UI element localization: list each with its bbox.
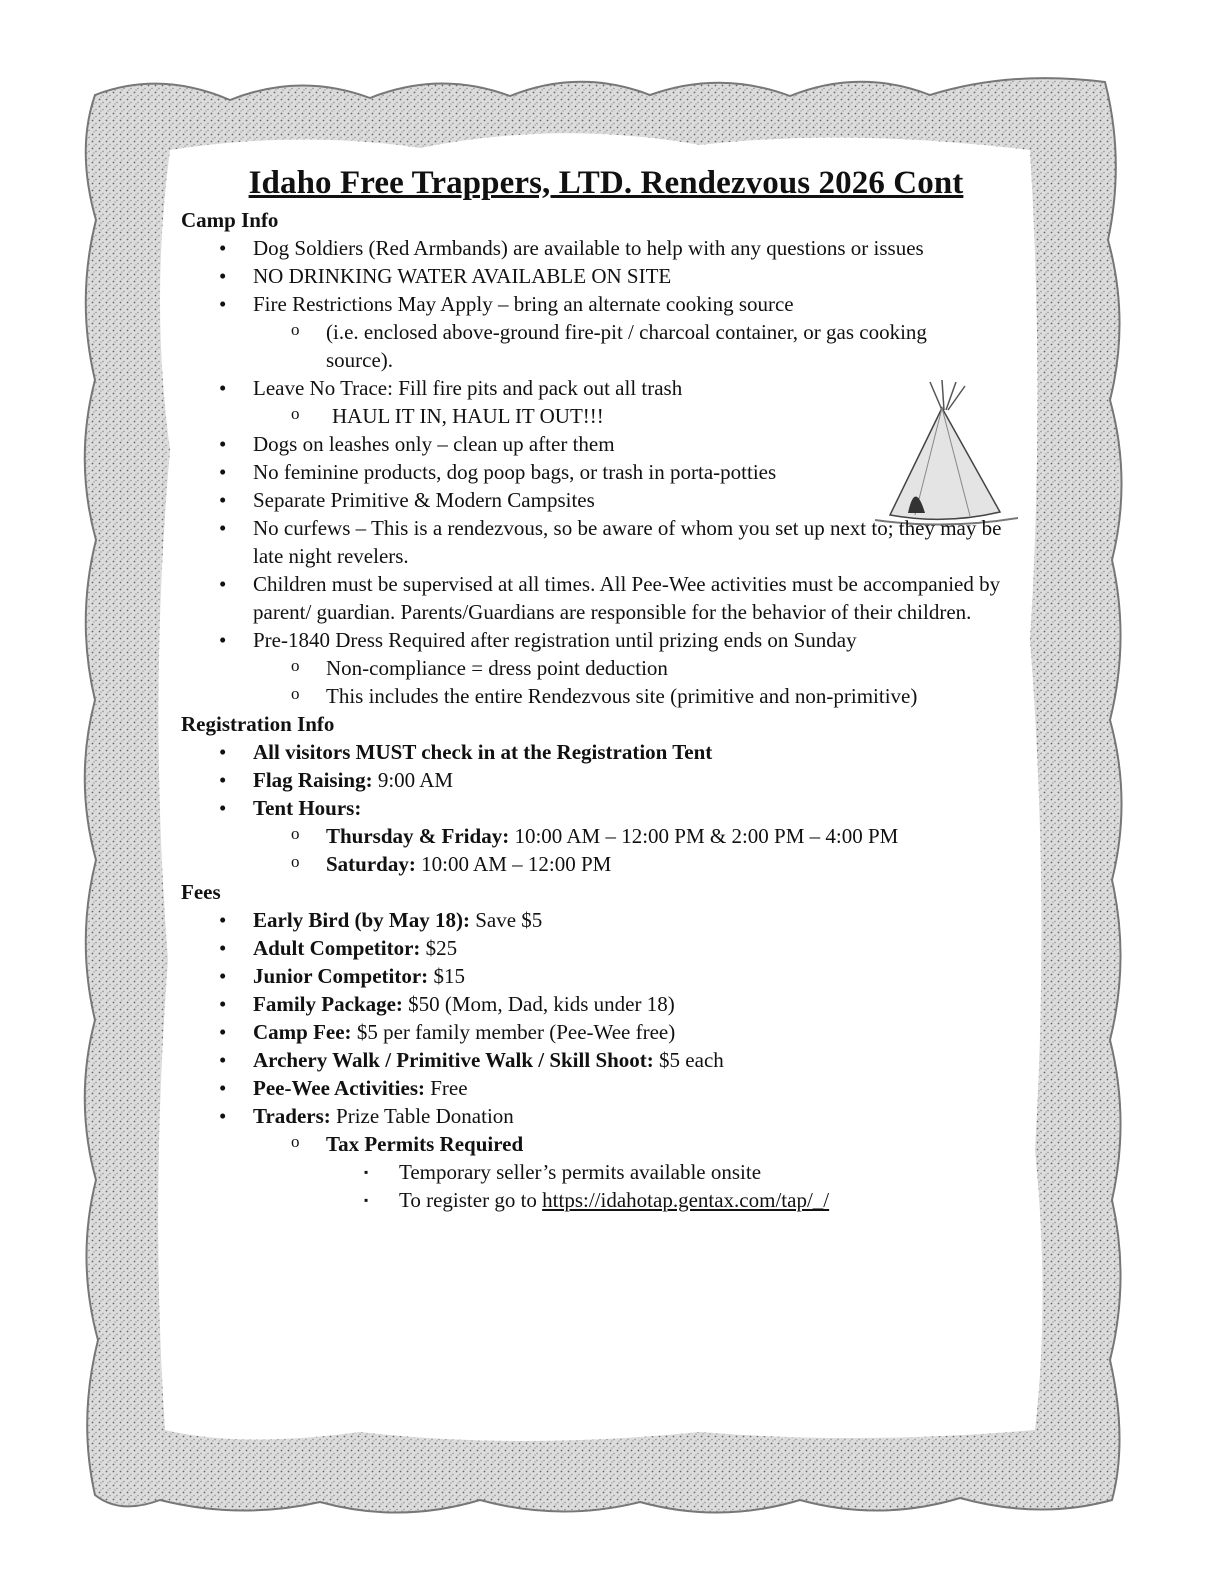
fee-label: Pee-Wee Activities: — [253, 1076, 425, 1100]
sat-value: 10:00 AM – 12:00 PM — [421, 852, 612, 876]
list-item: • Pre-1840 Dress Required after registration until prizing ends on Sunday — [181, 626, 1021, 654]
sat-label: Saturday: — [326, 852, 416, 876]
fee-label: Archery Walk / Primitive Walk / Skill Shoot: — [253, 1048, 654, 1072]
fee-label: Early Bird (by May 18): — [253, 908, 470, 932]
fee-row — [181, 990, 1021, 1018]
fee-row — [181, 906, 1021, 934]
list-item: • Fire Restrictions May Apply – bring an alternate cooking source — [181, 290, 1021, 318]
fee-label: Family Package: — [253, 992, 403, 1016]
fee-row — [181, 1046, 1021, 1074]
fee-row — [181, 1102, 1021, 1130]
list-item: • Separate Primitive & Modern Campsites — [181, 486, 1021, 514]
fee-label: Adult Competitor: — [253, 936, 421, 960]
fee-row — [181, 934, 1021, 962]
list-item — [181, 766, 1021, 794]
flyer-content — [181, 164, 1021, 1214]
list-subitem — [181, 850, 1021, 878]
list-subitem — [181, 822, 1021, 850]
page-title: Idaho Free Trappers, LTD. Rendezvous 2026 Cont — [248, 165, 964, 201]
fee-value: $25 — [425, 936, 458, 960]
fee-value: Free — [430, 1076, 468, 1100]
list-item: • NO DRINKING WATER AVAILABLE ON SITE — [181, 262, 1021, 290]
fee-row — [181, 962, 1021, 990]
list-item: • No feminine products, dog poop bags, or trash in porta-potties — [181, 458, 1021, 486]
list-subsubitem — [181, 1186, 1021, 1214]
fees-list — [181, 906, 1021, 1214]
fee-label: Camp Fee: — [253, 1020, 352, 1044]
list-item — [181, 794, 1021, 822]
list-subitem: o (i.e. enclosed above-ground fire-pit / charcoal container, or gas cooking source). — [181, 318, 1021, 374]
haul-text: HAUL IT IN, HAUL IT OUT!!! — [332, 404, 604, 428]
visitors-text: All visitors MUST check in at the Registration Tent — [253, 740, 713, 764]
tax-registration-link[interactable]: https://idahotap.gentax.com/tap/_/ — [542, 1188, 830, 1212]
thu-fri-value: 10:00 AM – 12:00 PM & 2:00 PM – 4:00 PM — [514, 824, 899, 848]
thu-fri-label: Thursday & Friday: — [326, 824, 510, 848]
fee-value: $50 (Mom, Dad, kids under 18) — [408, 992, 675, 1016]
flag-label: Flag Raising: — [253, 768, 373, 792]
list-item: • Leave No Trace: Fill fire pits and pack out all trash — [181, 374, 1021, 402]
fee-value: Save $5 — [475, 908, 543, 932]
list-subitem: o This includes the entire Rendezvous site (primitive and non-primitive) — [181, 682, 1021, 710]
fee-value: $15 — [433, 964, 465, 988]
tent-hours-label: Tent Hours: — [253, 796, 362, 820]
tax-permits-label: Tax Permits Required — [326, 1132, 524, 1156]
list-subitem — [181, 402, 1021, 430]
fees-heading: Fees — [181, 880, 221, 904]
list-item: • Dog Soldiers (Red Armbands) are available to help with any questions or issues — [181, 234, 1021, 262]
list-subsubitem: ▪ Temporary seller’s permits available onsite — [181, 1158, 1021, 1186]
register-prefix: To register go to — [399, 1188, 537, 1212]
fee-row — [181, 1018, 1021, 1046]
list-subitem — [181, 1130, 1021, 1158]
registration-info-list — [181, 738, 1021, 878]
flag-value: 9:00 AM — [377, 768, 454, 792]
list-item: • Dogs on leashes only – clean up after them — [181, 430, 1021, 458]
fee-value: $5 per family member (Pee-Wee free) — [356, 1020, 676, 1044]
list-subitem: o Non-compliance = dress point deduction — [181, 654, 1021, 682]
fee-value: $5 each — [659, 1048, 724, 1072]
fee-row — [181, 1074, 1021, 1102]
list-item: • Children must be supervised at all times. All Pee-Wee activities must be accompanied by parent/ guardian. Parents/Guardians are responsible for the behavior of their children. — [181, 570, 1021, 626]
camp-info-list — [181, 234, 1021, 710]
camp-info-heading: Camp Info — [181, 208, 279, 232]
list-item: • No curfews – This is a rendezvous, so be aware of whom you set up next to; they may be late night revelers. — [181, 514, 1021, 570]
fee-label: Traders: — [253, 1104, 331, 1128]
fee-label: Junior Competitor: — [253, 964, 429, 988]
list-item — [181, 738, 1021, 766]
fee-value: Prize Table Donation — [336, 1104, 514, 1128]
registration-info-heading: Registration Info — [181, 712, 335, 736]
